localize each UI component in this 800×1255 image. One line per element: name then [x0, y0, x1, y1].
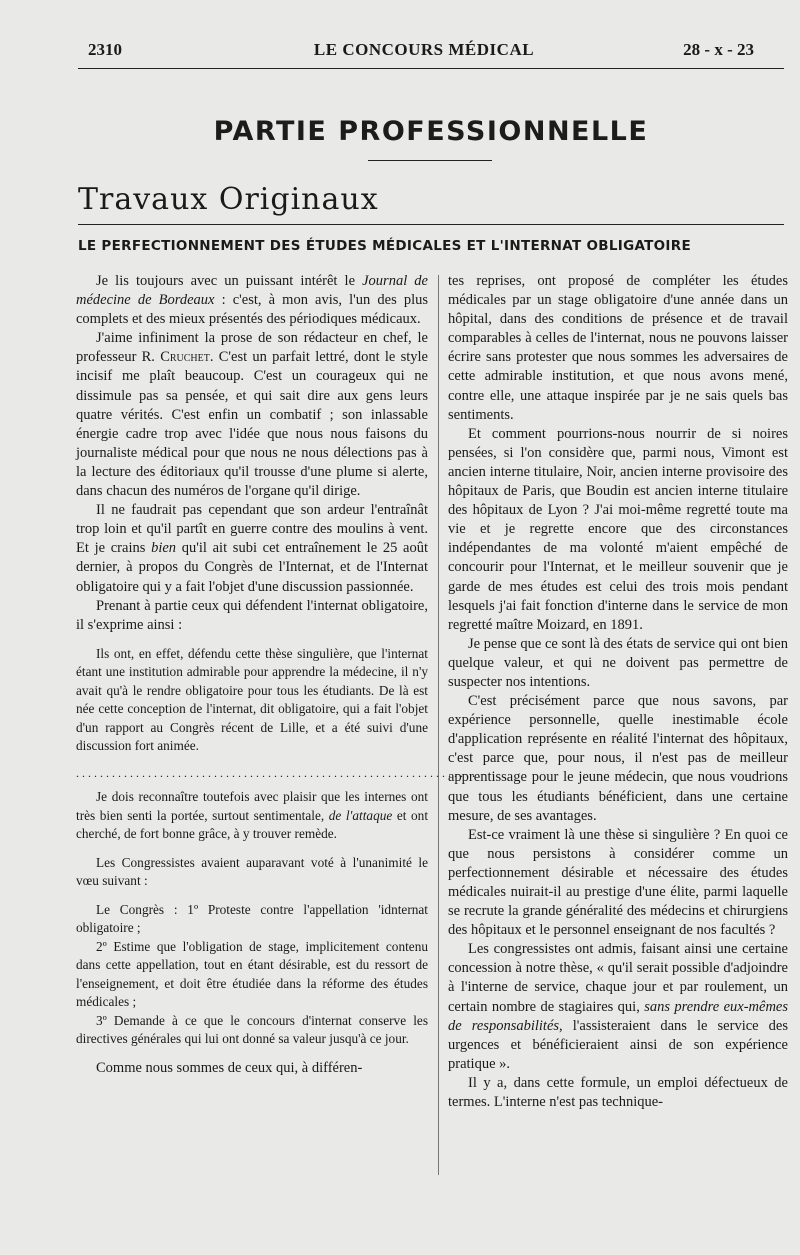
article-title: LE PERFECTIONNEMENT DES ÉTUDES MÉDICALES ET L'INTERNAT OBLIGATOIRE [78, 238, 691, 254]
resolution-item: 2º Estime que l'obligation de stage, implicitement contenu dans cette appellation, tout en étant désirable, est du ressort de l'enseignement, et doit être étudiée dans la réforme des études médicales ; [76, 938, 428, 1010]
paragraph: Comme nous sommes de ceux qui, à différen- [96, 1059, 363, 1076]
right-column [448, 272, 788, 1112]
column-divider [438, 275, 439, 1175]
paragraph: Prenant à partie ceux qui défendent l'internat obligatoire, il s'exprime ainsi : [76, 597, 428, 633]
journal-name: Journal de médecine de Bordeaux [76, 273, 428, 309]
paragraph: Les congressistes ont admis, faisant ainsi une certaine concession à notre thèse, « qu'il serait possible d'adjoindre à l'interne de service, chaque jour et par roulement, un certain nombre de stagiaires qui, sans prendre eux-mêmes de responsabilités, l'assisteraient dans le service des urgences et bénéficieraient ainsi de son expérience pratique ». [448, 941, 788, 1072]
quote-paragraph: Les Congressistes avaient auparavant voté à l'unanimité le vœu suivant : [76, 854, 428, 889]
paragraph: C'est précisément parce que nous savons, par expérience personnelle, quelle inestimable école d'application représente en réalité l'internat des hôpitaux, c'est parce que, pour nous, il n'est pas de meilleur apprentissage pour le jeune médecin, que nous voudrions que tous les étudiants bénéficient, dans une certaine mesure, de ses avantages. [448, 693, 788, 824]
resolution-item: 3º Demande à ce que le concours d'internat conserve les directives générales qui lui ont donné sa valeur jusqu'à ce jour. [76, 1012, 428, 1047]
author-name: Cruchet [160, 349, 210, 366]
paragraph: Il y a, dans cette formule, un emploi défectueux de termes. L'interne n'est pas technique- [448, 1074, 788, 1111]
page-number: 2310 [88, 40, 122, 59]
quote-paragraph: Ils ont, en effet, défendu cette thèse singulière, que l'internat étant une institution admirable pour apprendre la médecine, il n'y avait qu'à le rendre obligatoire pour tous les étudiants. De là est née cette conception de l'internat, dit obligatoire, qui a fait l'objet d'un rapport au Congrès récent de Lille, et a été suivi d'une discussion fort animée. [76, 645, 428, 754]
paragraph: J'aime infiniment la prose de son rédacteur en chef, le professeur R. Cruchet. C'est un parfait lettré, dont le style incisif me plaît beaucoup. C'est un courageux qui ne dissimule pas sa pensée, et qui sait dire aux gens leurs quatre vérités. C'est enfin un combatif ; son inlassable énergie cadre trop avec l'idée que nous nous faisons du journaliste médical pour que nous ne nous délections pas à la lecture des éditoriaux qu'il trousse d'une plume si alerte, dans chacun des numéros de l'organe qu'il dirige. [76, 330, 428, 500]
section-title: PARTIE PROFESSIONNELLE [213, 116, 649, 147]
issue-date: 28 - x - 23 [683, 40, 754, 59]
paragraph: Et comment pourrions-nous nourrir de si noires pensées, si l'on considère que, parmi nous, Vimont est ancien interne titulaire, Noir, ancien interne provisoire des hôpitaux de Paris, que Boudin est ancien interne titulaire des hôpitaux de Lyon ? J'ai moi-même regretté toute ma vie et je regrette encore que des circonstances indépendantes de ma volonté m'aient empêché de concourir pour l'Internat, et le meilleur souvenir que je garde de mes études est celui des trois mois pendant lesquels j'ai fait fonction d'interne dans le service de mon regretté maître Moizard, en 1891. [448, 425, 788, 633]
running-head [78, 40, 770, 66]
resolution-item: Le Congrès : 1º Proteste contre l'appellation 'idnternat obligatoire ; [76, 901, 428, 936]
header-rule [78, 68, 784, 69]
quote-paragraph: Je dois reconnaître toutefois avec plaisir que les internes ont très bien senti la portée, surtout sentimentale, de l'attaque et ont cherché, de fort bonne grâce, à y trouver remède. [76, 789, 429, 842]
left-column [76, 272, 478, 1078]
paragraph: Est-ce vraiment là une thèse si singulière ? En quoi ce que nous persistons à considérer comme un perfectionnement désirable et nécessaire des études médicales nuirait-il au prestige d'une élite, parmi laquelle se recrute la grande généralité des médecins et chirurgiens des hôpitaux et le personnel enseignant de nos facultés ? [448, 826, 788, 939]
paragraph: Il ne faudrait pas cependant que son ardeur l'entraînât trop loin et qu'il partît en guerre contre des moulins à vent. Et je crains bien qu'il ait subi cet entraînement le 25 août dernier, à propos du Congrès de l'Internat, et de l'Internat obligatoire qui y a fait l'objet d'une discussion passionnée. [76, 502, 428, 595]
quotation-block [76, 645, 478, 1049]
rubric-heading: Travaux Originaux [78, 182, 379, 217]
ellipsis-separator: ................................................................... [76, 765, 478, 780]
rubric-rule [78, 224, 784, 225]
paragraph: Je pense que ce sont là des états de service qui ont bien quelque valeur, et qui ne doivent pas permettre de suspecter nos intentions. [448, 635, 788, 690]
paragraph: Je lis toujours avec un puissant intérêt le Journal de médecine de Bordeaux : c'est, à mon avis, l'un des plus complets et des mieux présentés des périodiques médicaux. [76, 273, 428, 328]
paragraph: tes reprises, ont proposé de compléter les études médicales par un stage obligatoire d'une année dans un hôpital, dans des conditions de présence et de travail comparables à celles de l'internat, nous ne pouvons laisser écrire sans protester que nous sommes les adversaires de cette admirable institution, et que nous avons mené, contre elle, une attaque inspirée par je ne sais quels bas sentiments. [448, 273, 788, 423]
journal-title: LE CONCOURS MÉDICAL [313, 40, 535, 59]
section-divider [368, 160, 492, 161]
